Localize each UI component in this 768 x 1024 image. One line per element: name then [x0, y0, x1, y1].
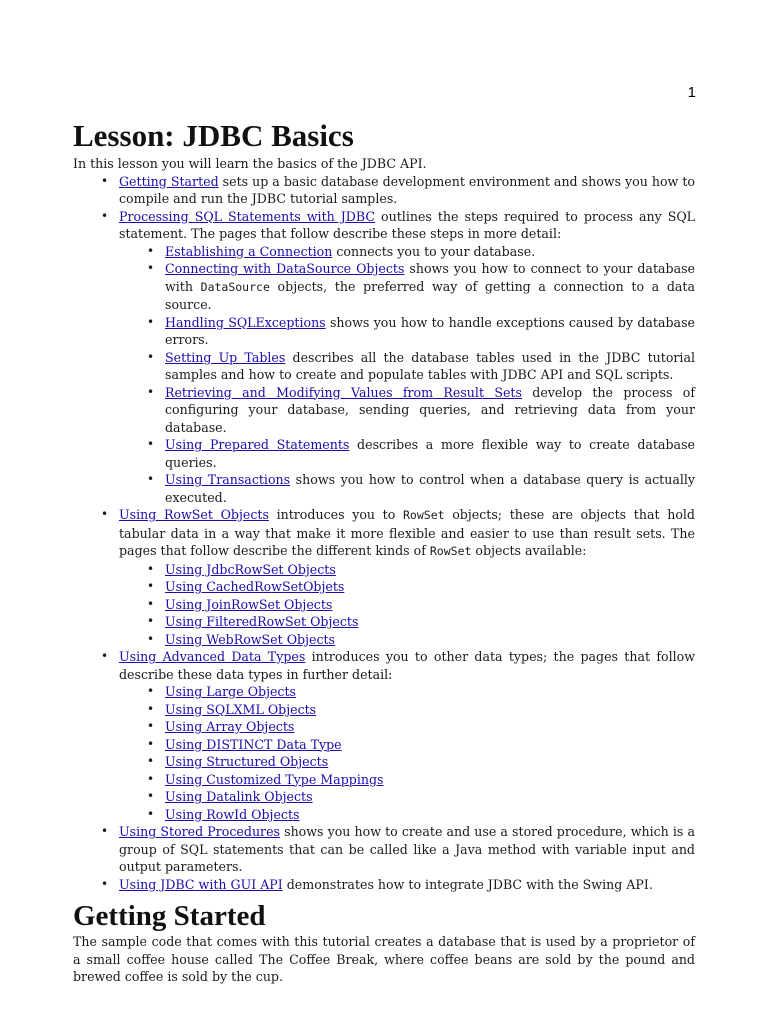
link-jdbcrowset[interactable]: Using JdbcRowSet Objects — [165, 561, 336, 577]
section-title-getting-started: Getting Started — [73, 900, 266, 932]
link-connecting-datasource[interactable]: Connecting with DataSource Objects — [165, 261, 405, 276]
lesson-title: Lesson: JDBC Basics — [73, 118, 354, 153]
link-handling-sqlexceptions[interactable]: Handling SQLExceptions — [165, 314, 326, 330]
code-term: RowSet — [403, 508, 445, 522]
link-advanced-data-types[interactable]: Using Advanced Data Types — [119, 649, 306, 664]
item-description: introduces you to other data types; the pages that follow describe these data types in further detail: — [119, 649, 695, 682]
sublist-item — [119, 243, 695, 261]
document-body — [73, 118, 695, 986]
sublist-item — [119, 631, 695, 649]
item-description: objects available: — [471, 543, 587, 558]
list-item — [73, 876, 695, 894]
link-webrowset[interactable]: Using WebRowSet Objects — [165, 631, 336, 647]
item-description: describes a more flexible way to create database queries. — [165, 437, 695, 470]
link-sqlxml-objects[interactable]: Using SQLXML Objects — [165, 701, 317, 717]
code-term: DataSource — [200, 279, 270, 294]
page-number: 1 — [687, 84, 696, 101]
sublist-item — [119, 701, 695, 719]
sublist-item — [119, 683, 695, 701]
sublist-item — [119, 613, 695, 631]
link-array-objects[interactable]: Using Array Objects — [165, 719, 295, 734]
link-filteredrowset[interactable]: Using FilteredRowSet Objects — [165, 614, 359, 629]
item-description: objects, the preferred way of getting a connection to a data source. — [165, 278, 695, 312]
item-description: outlines the steps required to process any SQL statement. The pages that follow describe these steps in more detail: — [119, 208, 696, 241]
sublist-item — [119, 753, 695, 771]
link-prepared-statements[interactable]: Using Prepared Statements — [165, 437, 350, 452]
item-description: sets up a basic database development environment and shows you how to compile and run the JDBC tutorial samples. — [119, 173, 695, 206]
list-item — [73, 208, 695, 507]
lesson-intro: In this lesson you will learn the basics of the JDBC API. — [73, 156, 427, 171]
link-joinrowset[interactable]: Using JoinRowSet Objects — [165, 596, 333, 612]
code-term: RowSet — [429, 544, 472, 558]
sublist-item — [119, 561, 695, 579]
sublist-item — [119, 471, 695, 506]
list-item — [73, 648, 695, 823]
sublist-item — [119, 349, 695, 384]
sublist — [119, 683, 695, 823]
link-large-objects[interactable]: Using Large Objects — [165, 684, 297, 699]
sublist-item — [119, 788, 695, 806]
item-description: shows you how to connect to your database with — [165, 261, 695, 294]
link-jdbc-gui-api[interactable]: Using JDBC with GUI API — [119, 876, 283, 892]
sublist-item — [119, 736, 695, 754]
lesson-topic-list — [73, 173, 695, 894]
link-establishing-connection[interactable]: Establishing a Connection — [165, 243, 333, 259]
link-rowset-objects[interactable]: Using RowSet Objects — [119, 507, 269, 522]
link-getting-started[interactable]: Getting Started — [119, 173, 219, 189]
sublist-item — [119, 260, 695, 314]
sublist-item — [119, 314, 695, 349]
link-rowid-objects[interactable]: Using RowId Objects — [165, 806, 300, 822]
item-description: shows you how to create and use a stored procedure, which is a group of SQL statements that can be called like a Java method with variable input and output parameters. — [119, 824, 696, 874]
link-transactions[interactable]: Using Transactions — [165, 472, 291, 487]
link-datalink-objects[interactable]: Using Datalink Objects — [165, 789, 313, 804]
getting-started-paragraph: The sample code that comes with this tutorial creates a database that is used by a proprietor of a small coffee house called The Coffee Break, where coffee beans are sold by the pound and brewed coffee is sold by the cup. — [73, 934, 695, 984]
sublist-item — [119, 806, 695, 824]
item-description: shows you how to control when a database query is actually executed. — [165, 472, 695, 505]
item-description: develop the process of configuring your database, sending queries, and retrieving data from your database. — [165, 384, 696, 435]
link-setting-up-tables[interactable]: Setting Up Tables — [165, 349, 286, 365]
item-description: demonstrates how to integrate JDBC with the Swing API. — [282, 876, 653, 892]
item-description: describes all the database tables used in the JDBC tutorial samples and how to create and populate tables with JDBC API and SQL scripts. — [165, 349, 695, 382]
item-description: connects you to your database. — [332, 243, 536, 259]
link-processing-sql-statements[interactable]: Processing SQL Statements with JDBC — [119, 208, 376, 224]
sublist-item — [119, 596, 695, 614]
list-item — [73, 506, 695, 648]
sublist — [119, 561, 695, 649]
link-customized-type-mappings[interactable]: Using Customized Type Mappings — [165, 771, 384, 787]
sublist-item — [119, 384, 695, 437]
sublist-item — [119, 436, 695, 471]
link-retrieving-modifying-values[interactable]: Retrieving and Modifying Values from Result Sets — [165, 384, 522, 400]
link-distinct-data-type[interactable]: Using DISTINCT Data Type — [165, 736, 342, 752]
link-cachedrowset[interactable]: Using CachedRowSetObjets — [165, 579, 345, 594]
item-description: objects; these are objects that hold tabular data in a way that make it more flexible and easier to use than result sets. The pages that follow describe the different kinds of — [119, 507, 695, 558]
sublist — [119, 243, 695, 507]
item-description: introduces you to — [268, 507, 403, 522]
sublist-item — [119, 771, 695, 789]
link-stored-procedures[interactable]: Using Stored Procedures — [119, 824, 280, 839]
list-item — [73, 173, 695, 208]
list-item — [73, 823, 695, 876]
sublist-item — [119, 718, 695, 736]
sublist-item — [119, 578, 695, 596]
link-structured-objects[interactable]: Using Structured Objects — [165, 754, 329, 769]
item-description: shows you how to handle exceptions caused by database errors. — [165, 314, 695, 347]
